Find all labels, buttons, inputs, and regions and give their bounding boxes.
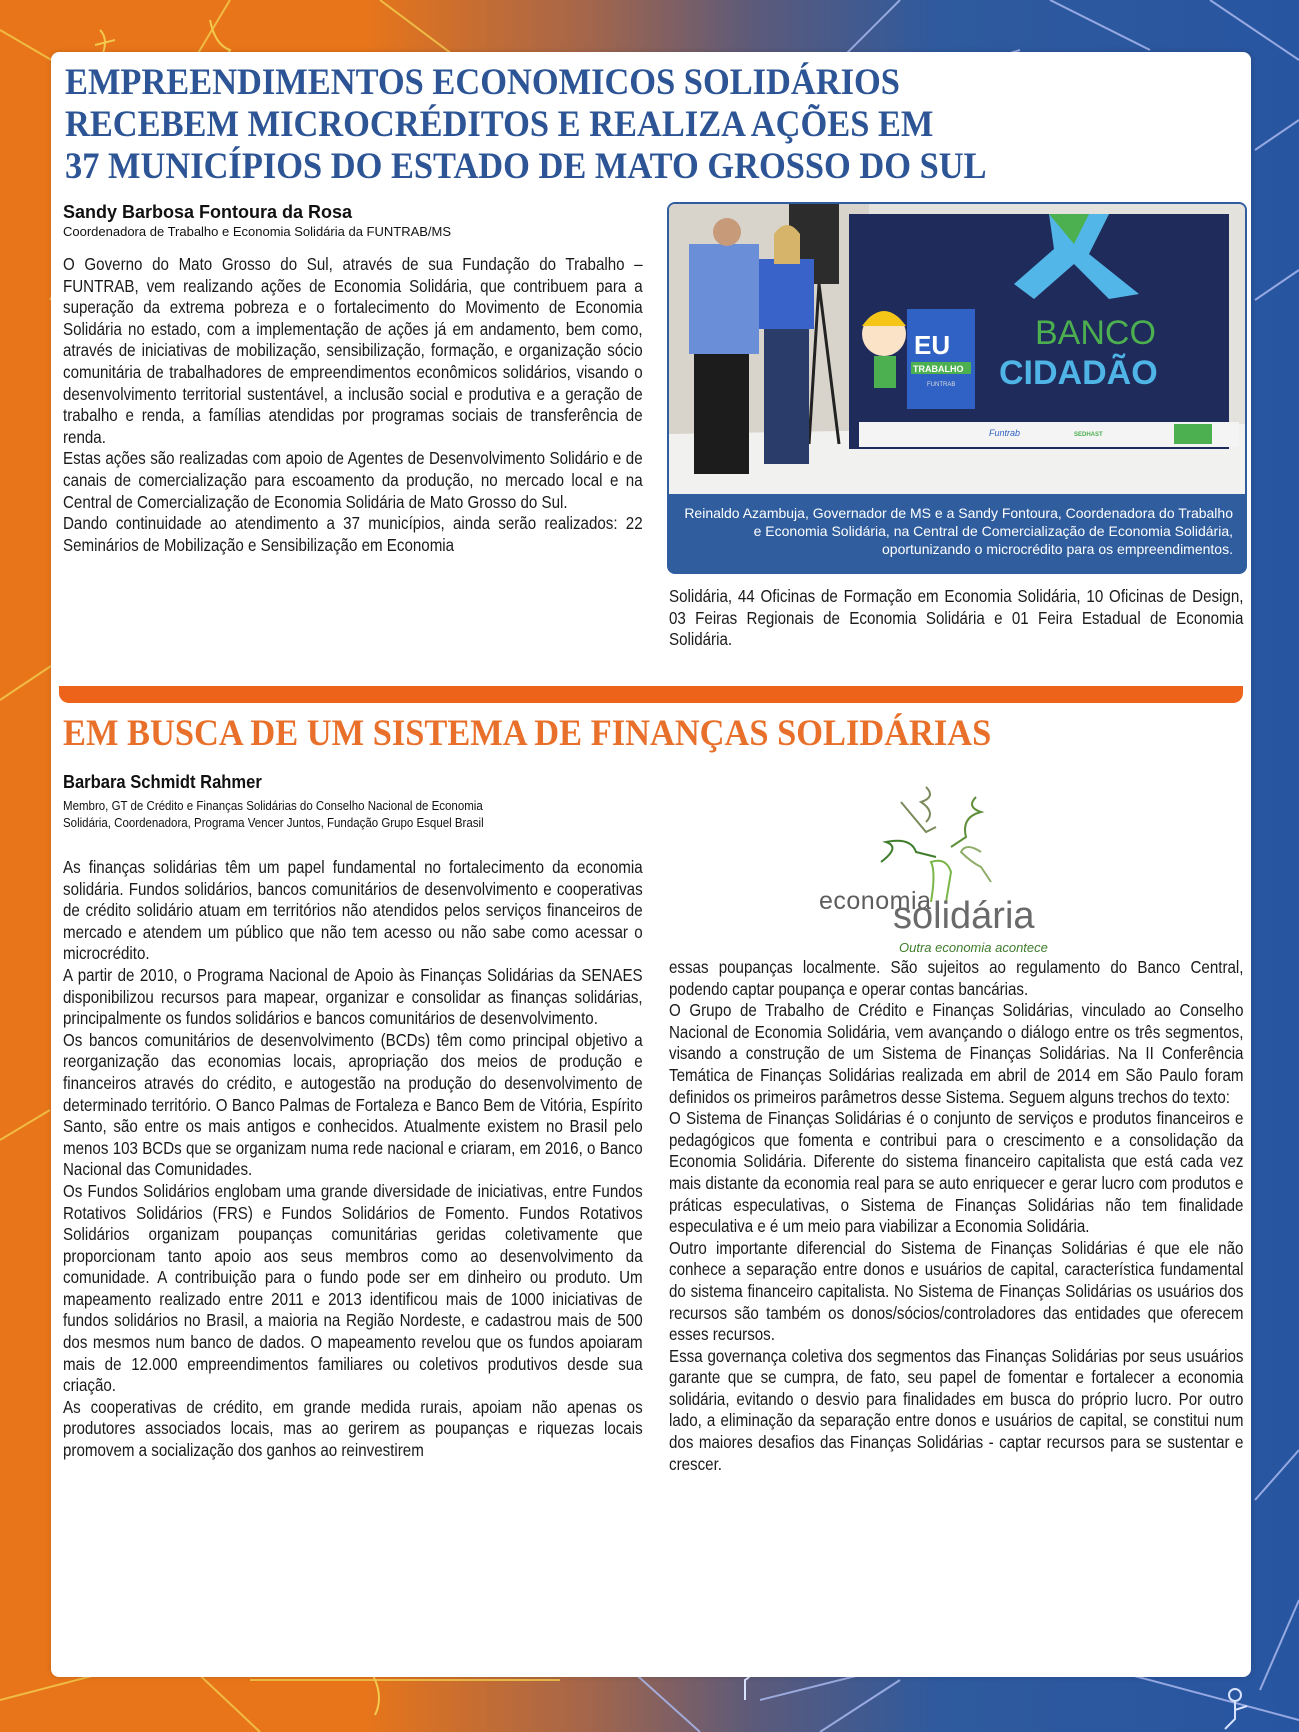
article1-title-line: EMPREENDIMENTOS ECONOMICOS SOLIDÁRIOS: [65, 62, 900, 103]
paragraph: O Grupo de Trabalho de Crédito e Finanças Solidárias, vinculado ao Conselho Nacional de Economia Solidária, vem avançando o diálogo entre os três segmentos, visando a construção de um Sistema de Finanças Solidárias. Na II Conferência Temática de Finanças Solidárias realizada em abril de 2014 em São Paulo foram definidos os primeiros parâmetros desse Sistema. Seguem alguns trechos do texto:: [669, 1000, 1244, 1107]
banner-word-cidadao: CIDADÃO: [999, 354, 1158, 392]
page-content: [51, 52, 1251, 1677]
sign-eu: EU: [914, 330, 951, 360]
article1-author: Sandy Barbosa Fontoura da Rosa: [63, 202, 353, 222]
paragraph: O Sistema de Finanças Solidárias é o conjunto de serviços e produtos financeiros e pedagógicos que fomenta e contribui para o crescimento e a consolidação da Economia Solidária. Diferente do sistema financeiro capitalista que está cada vez mais distante da economia real para se auto enriquecer e gerar lucro com produtos e práticas especulativas, o Sistema de Finanças Solidárias não tem finalidade especulativa e é um meio para viabilizar a Economia Solidária.: [669, 1108, 1244, 1237]
article1-author-role: Coordenadora de Trabalho e Economia Solidária da FUNTRAB/MS: [63, 224, 452, 239]
article1-column-2: [669, 586, 1243, 651]
paragraph: A partir de 2010, o Programa Nacional de Apoio às Finanças Solidárias da SENAES disponibilizou recursos para mapear, organizar e consolidar as finanças solidárias, principalmente os fundos solidários e bancos comunitários de desenvolvimento.: [63, 964, 643, 1029]
article2-author-role: [63, 798, 633, 832]
paragraph: essas poupanças localmente. São sujeitos ao regulamento do Banco Central, podendo captar poupança e operar contas bancárias.: [669, 957, 1244, 999]
paragraph: Outro importante diferencial do Sistema de Finanças Solidárias é que ele não conhece a separação entre donos e usuários de capital, característica fundamental do sistema financeiro capitalista. No Sistema de Finanças Solidárias os usuários dos recursos são também os donos/sócios/controladores das entidades que oferecem esses recursos.: [669, 1237, 1244, 1345]
paragraph: Essa governança coletiva dos segmentos das Finanças Solidárias por seus usuários garante que se cumpra, de fato, seu papel de fomentar e fortalecer a economia solidária, evitando o desvio para finalidades em busca do próprio lucro. Por outro lado, a eliminação da separação entre donos e usuários de capital, se constitui num dos maiores desafios das Finanças Solidárias - captar recursos para se sustentar e crescer.: [669, 1345, 1244, 1474]
photo-caption: Reinaldo Azambuja, Governador de MS e a Sandy Fontoura, Coordenadora do Trabalho e Economia Solidária, na Central de Comercialização de Economia Solidária, oportunizando o microcrédito para os empreendimentos.: [669, 494, 1245, 572]
author-role-line: Membro, GT de Crédito e Finanças Solidárias do Conselho Nacional de Economia: [63, 799, 483, 813]
paragraph: O Governo do Mato Grosso do Sul, através de sua Fundação do Trabalho – FUNTRAB, vem realizando ações de Economia Solidária, que contribuem para a superação da extrema pobreza e o fortalecimento do Movimento de Economia Solidária no estado, com a implementação de ações já em andamento, bem como, através de iniciativas de mobilização, sensibilização, formação, e organização sócio comunitária de trabalhadores de empreendimentos econômicos solidários, visando o desenvolvimento territorial sustentável, a inclusão social e produtiva e a geração de trabalho e renda, a famílias atendidas por programas sociais de transferência de renda.: [63, 254, 643, 447]
logo-funtrab: Funtrab: [989, 428, 1021, 438]
article1-title-line: 37 MUNICÍPIOS DO ESTADO DE MATO GROSSO DO SUL: [65, 146, 987, 187]
logo-word-solidaria: solidária: [893, 895, 1035, 937]
banner-word-banco: BANCO: [1035, 314, 1156, 352]
sign-funtrab: FUNTRAB: [927, 382, 956, 388]
paragraph: As cooperativas de crédito, em grande medida rurais, apoiam não apenas os produtores associados locais, mas ao gerirem as poupanças e riquezas locais promovem a socialização dos ganhos ao reinvestirem: [63, 1396, 643, 1461]
article2-column-1: [63, 857, 643, 1462]
article1-photo: [667, 202, 1247, 574]
paragraph: Solidária, 44 Oficinas de Formação em Economia Solidária, 10 Oficinas de Design, 03 Feiras Regionais de Economia Solidária e 01 Feira Estadual de Economia Solidária.: [669, 586, 1244, 650]
hands-circle-icon: [781, 782, 1131, 902]
article2-title: EM BUSCA DE UM SISTEMA DE FINANÇAS SOLIDÁRIAS: [63, 713, 992, 754]
paragraph: Os bancos comunitários de desenvolvimento (BCDs) têm como principal objetivo a reorganização das economias locais, apropriação dos meios de produção e financeiros através do crédito, e autogestão na produção do desenvolvimento de determinado território. O Banco Palmas de Fortaleza e Banco Bem de Vitória, Espírito Santo, são entre os mais antigos e conhecidos. Atualmente existem no Brasil pelo menos 103 BCDs que se organizam numa rede nacional e criaram, em 2016, o Banco Nacional das Comunidades.: [63, 1029, 643, 1180]
paragraph: Os Fundos Solidários englobam uma grande diversidade de iniciativas, entre Fundos Rotativos Solidários (FRS) e Fundos Solidários de Fomento. Fundos Rotativos Solidários organizam poupanças comunitárias geridas coletivamente que proporcionam tanto apoio aos seus membros como ao desenvolvimento da comunidade. A contribuição para o fundo pode ser em dinheiro ou produto. Um mapeamento realizado entre 2011 e 2013 identificou mais de 1000 iniciativas de fundos solidários no Brasil, a maioria na Região Nordeste, e cadastrou mais de 500 dos mesmos num banco de dados. O mapeamento revelou que os fundos apoiaram mais de 12.000 empreendimentos familiares ou coletivos produtivos desde sua criação.: [63, 1180, 643, 1396]
article2-column-2: [669, 957, 1243, 1475]
section-divider: [59, 686, 1243, 703]
article2-author: Barbara Schmidt Rahmer: [63, 772, 262, 792]
author-role-line: Solidária, Coordenadora, Programa Vencer Juntos, Fundação Grupo Esquel Brasil: [63, 816, 484, 830]
logo-word-economia: economia: [819, 887, 932, 915]
logo-sedhast: SEDHAST: [1074, 432, 1103, 438]
article1-column-1: [63, 254, 643, 556]
article1-title: [65, 62, 1162, 188]
paragraph: Dando continuidade ao atendimento a 37 municípios, ainda serão realizados: 22 Seminários de Mobilização e Sensibilização em Economia: [63, 513, 643, 555]
sign-trabalho: TRABALHO: [913, 364, 964, 374]
paragraph: As finanças solidárias têm um papel fundamental no fortalecimento da economia solidária. Fundos solidários, bancos comunitários de desenvolvimento e cooperativas de crédito solidário atuam em territórios não atendidos pelos serviços financeiros de mercado e atendem um público que não tem acesso ou não sabe como acessar o microcrédito.: [63, 857, 643, 964]
logo-tagline: Outra economia acontece: [899, 940, 1048, 955]
photo-image: [669, 204, 1245, 494]
article1-title-line: RECEBEM MICROCRÉDITOS E REALIZA AÇÕES EM: [65, 104, 934, 145]
photo-illustration: [669, 204, 1245, 494]
person-doodle-icon: [1229, 1689, 1241, 1701]
paragraph: Estas ações são realizadas com apoio de Agentes de Desenvolvimento Solidário e de canais de comercialização para escoamento da produção, no mercado local e na Central de Comercialização de Economia Solidária de Mato Grosso do Sul.: [63, 448, 643, 512]
